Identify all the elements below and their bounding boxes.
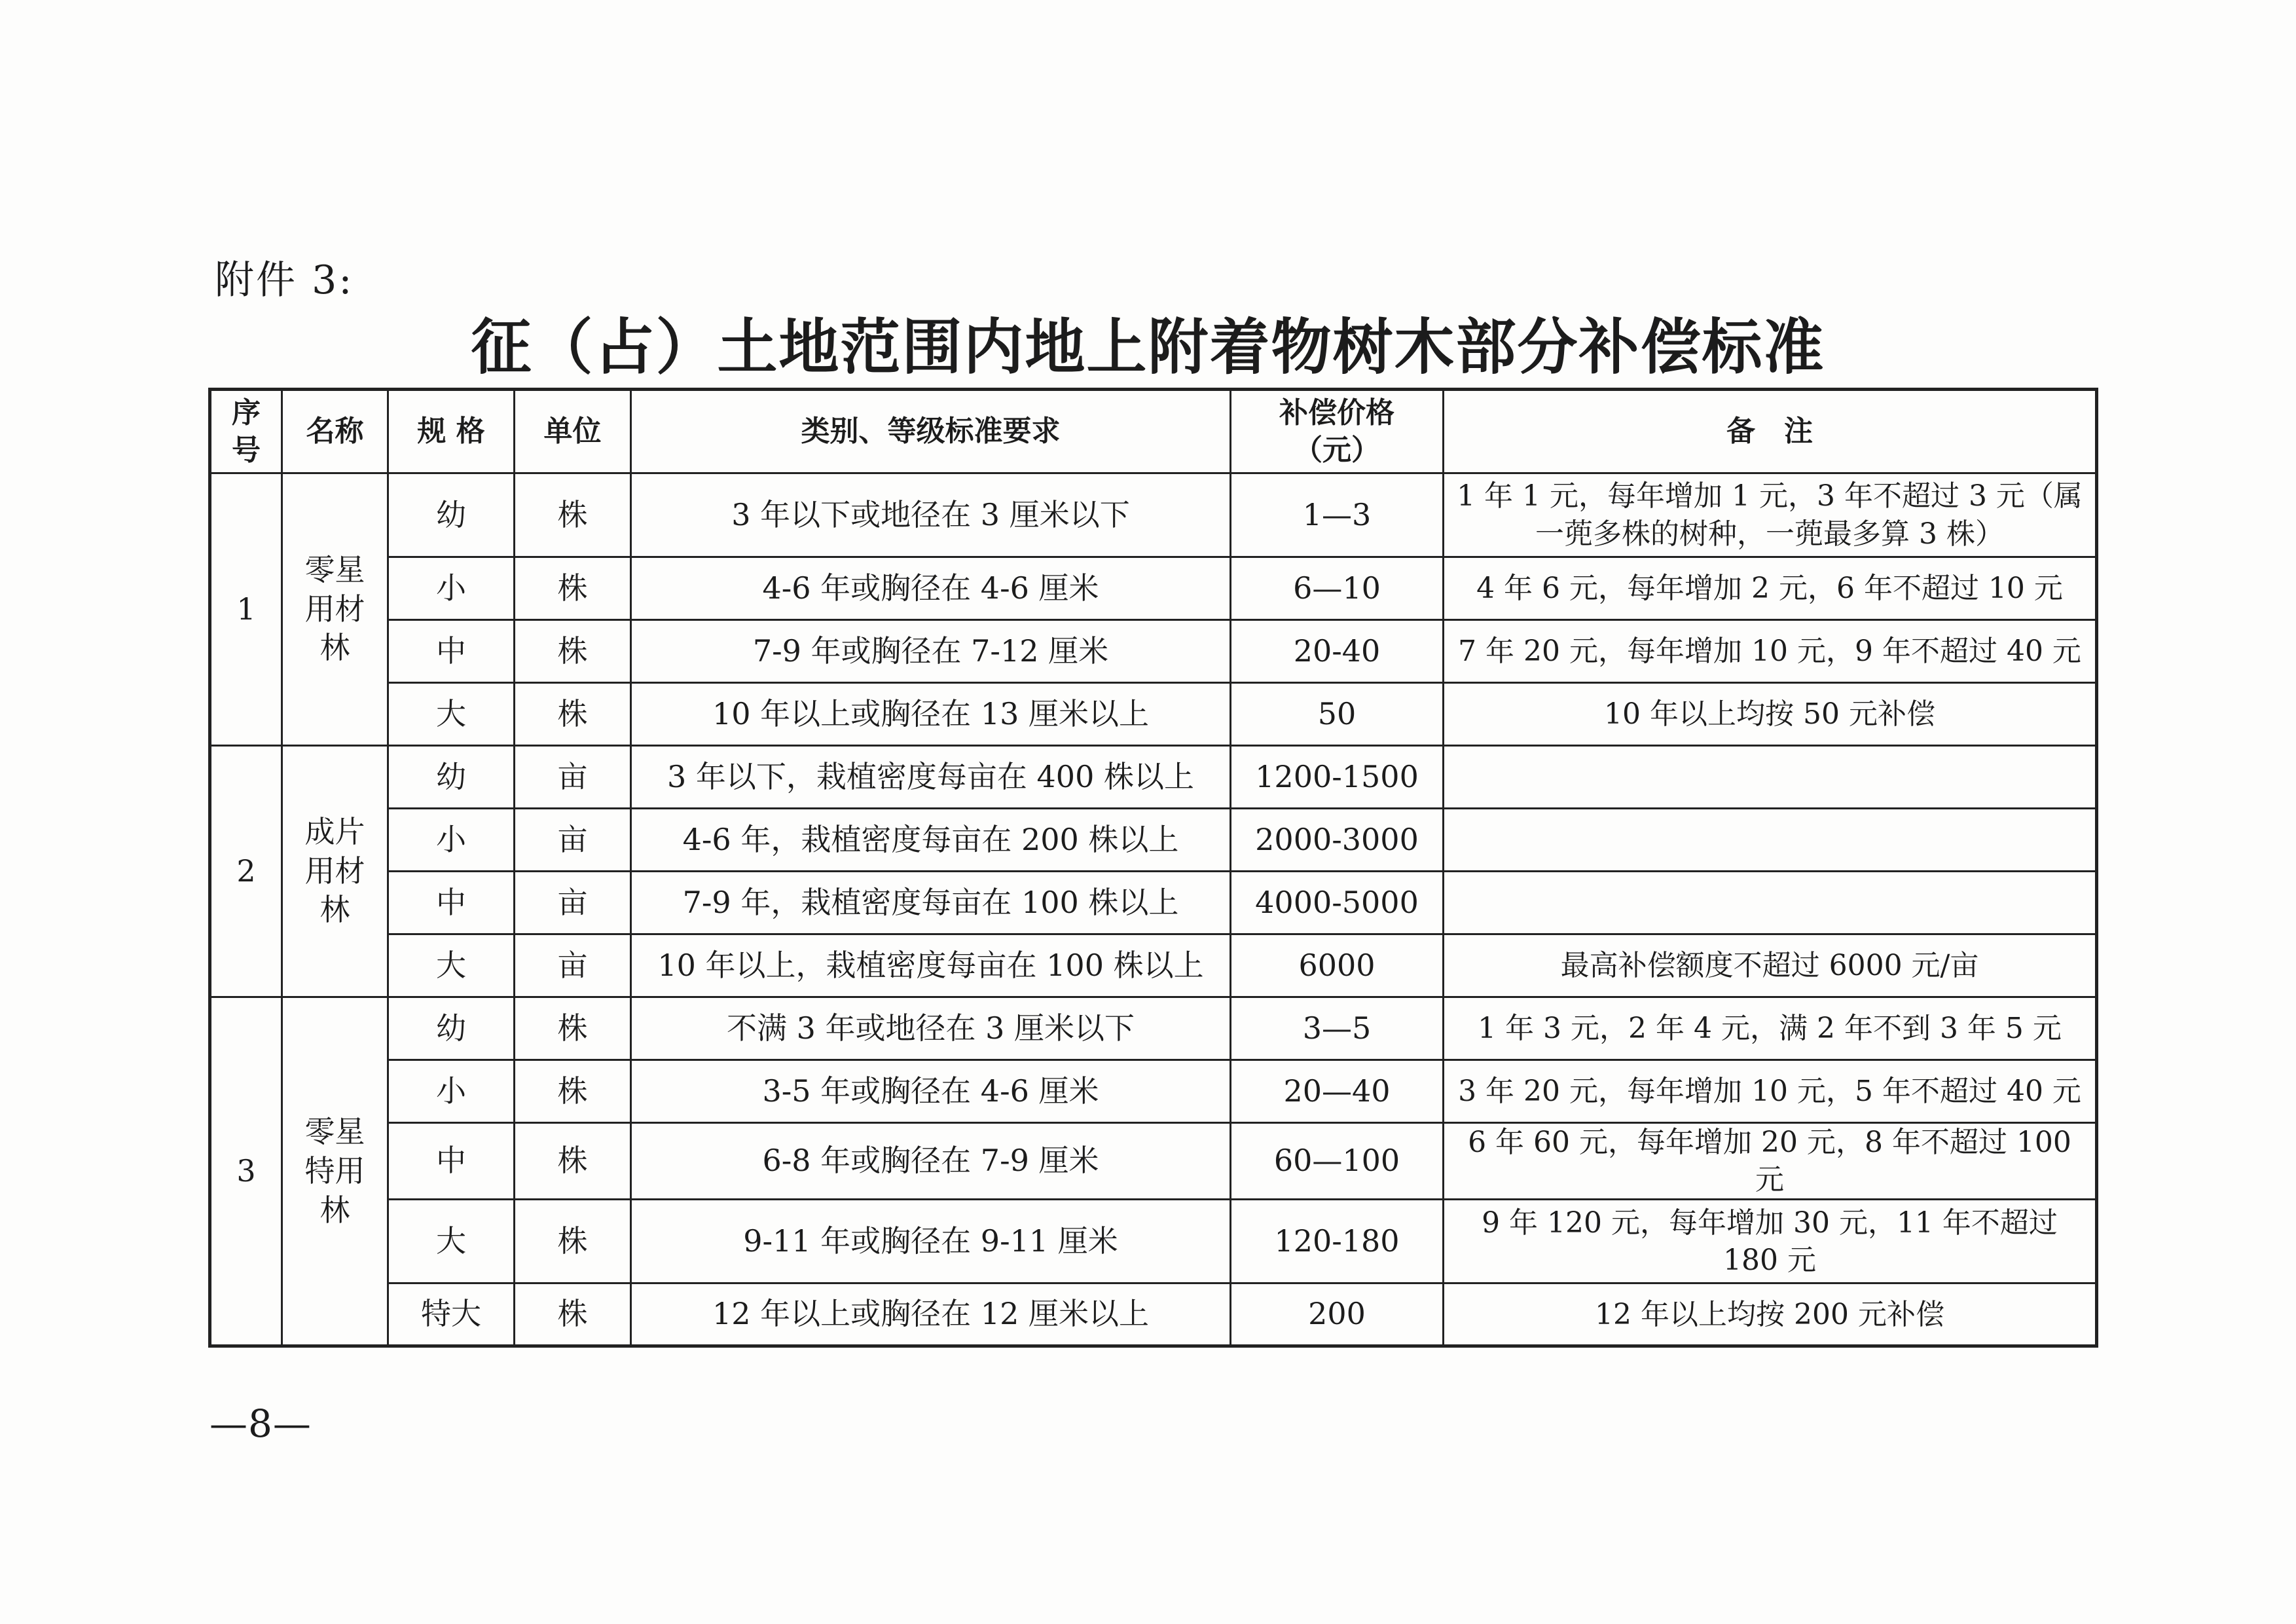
name-line: 用材 [304, 591, 365, 627]
cell-unit: 株 [515, 620, 631, 683]
cell-unit: 株 [515, 557, 631, 620]
name-line: 林 [319, 1192, 350, 1228]
name-line: 特用 [304, 1153, 365, 1189]
cell-price: 60—100 [1231, 1123, 1444, 1200]
header-requirement: 类别、等级标准要求 [631, 390, 1231, 473]
table-body [210, 473, 2097, 1346]
cell-unit: 亩 [515, 872, 631, 934]
name-line: 零星 [304, 1113, 365, 1149]
cell-spec: 小 [388, 1060, 515, 1123]
table-row [210, 1060, 2097, 1123]
cell-requirement: 4-6 年或胸径在 4-6 厘米 [631, 557, 1231, 620]
header-name: 名称 [282, 390, 388, 473]
cell-requirement: 12 年以上或胸径在 12 厘米以上 [631, 1283, 1231, 1346]
cell-note: 4 年 6 元，每年增加 2 元，6 年不超过 10 元 [1444, 557, 2097, 620]
cell-unit: 株 [515, 1283, 631, 1346]
cell-note: 1 年 3 元，2 年 4 元，满 2 年不到 3 年 5 元 [1444, 997, 2097, 1060]
cell-unit: 亩 [515, 746, 631, 809]
cell-requirement: 7-9 年或胸径在 7-12 厘米 [631, 620, 1231, 683]
cell-unit: 株 [515, 683, 631, 746]
cell-spec: 小 [388, 557, 515, 620]
cell-name [282, 997, 388, 1346]
cell-note [1444, 746, 2097, 809]
cell-price: 50 [1231, 683, 1444, 746]
cell-note: 6 年 60 元，每年增加 20 元，8 年不超过 100 元 [1444, 1123, 2097, 1200]
cell-unit: 株 [515, 473, 631, 557]
cell-requirement: 7-9 年，栽植密度每亩在 100 株以上 [631, 872, 1231, 934]
header-unit: 单位 [515, 390, 631, 473]
cell-price: 20-40 [1231, 620, 1444, 683]
page-number: —8— [210, 1401, 312, 1446]
cell-seq: 2 [210, 746, 282, 997]
name-line: 林 [319, 892, 350, 928]
cell-spec: 特大 [388, 1283, 515, 1346]
name-line: 用材 [304, 853, 365, 889]
cell-seq: 1 [210, 473, 282, 746]
cell-price: 120-180 [1231, 1200, 1444, 1283]
cell-price: 1200-1500 [1231, 746, 1444, 809]
cell-spec: 小 [388, 809, 515, 872]
cell-unit: 株 [515, 1060, 631, 1123]
cell-spec: 中 [388, 872, 515, 934]
document-title: 征（占）土地范围内地上附着物树木部分补偿标准 [471, 312, 1825, 382]
cell-requirement: 3 年以下或地径在 3 厘米以下 [631, 473, 1231, 557]
cell-note: 10 年以上均按 50 元补偿 [1444, 683, 2097, 746]
header-price: 补偿价格 （元） [1231, 390, 1444, 473]
cell-price: 2000-3000 [1231, 809, 1444, 872]
cell-requirement: 10 年以上，栽植密度每亩在 100 株以上 [631, 934, 1231, 997]
cell-unit: 亩 [515, 809, 631, 872]
cell-note: 7 年 20 元，每年增加 10 元，9 年不超过 40 元 [1444, 620, 2097, 683]
cell-note: 9 年 120 元，每年增加 30 元，11 年不超过 180 元 [1444, 1200, 2097, 1283]
header-seq: 序 号 [210, 390, 282, 473]
cell-spec: 中 [388, 1123, 515, 1200]
table-row [210, 473, 2097, 557]
compensation-table [208, 388, 2098, 1348]
table-row [210, 809, 2097, 872]
table-row [210, 683, 2097, 746]
cell-unit: 株 [515, 997, 631, 1060]
cell-price: 3—5 [1231, 997, 1444, 1060]
table-header-row [210, 390, 2097, 473]
table-row [210, 557, 2097, 620]
table-row [210, 620, 2097, 683]
cell-spec: 幼 [388, 997, 515, 1060]
cell-spec: 大 [388, 683, 515, 746]
table-row [210, 1200, 2097, 1283]
cell-spec: 大 [388, 934, 515, 997]
cell-name [282, 746, 388, 997]
cell-requirement: 不满 3 年或地径在 3 厘米以下 [631, 997, 1231, 1060]
table-row [210, 934, 2097, 997]
cell-note: 12 年以上均按 200 元补偿 [1444, 1283, 2097, 1346]
cell-requirement: 3 年以下，栽植密度每亩在 400 株以上 [631, 746, 1231, 809]
table-row [210, 1123, 2097, 1200]
cell-spec: 幼 [388, 473, 515, 557]
name-line: 林 [319, 630, 350, 666]
cell-price: 6—10 [1231, 557, 1444, 620]
cell-note [1444, 809, 2097, 872]
name-line: 成片 [304, 813, 365, 849]
cell-price: 200 [1231, 1283, 1444, 1346]
header-spec: 规 格 [388, 390, 515, 473]
cell-requirement: 6-8 年或胸径在 7-9 厘米 [631, 1123, 1231, 1200]
cell-note: 最高补偿额度不超过 6000 元/亩 [1444, 934, 2097, 997]
attachment-label: 附件 3: [215, 257, 354, 303]
table-row [210, 746, 2097, 809]
cell-seq: 3 [210, 997, 282, 1346]
table-row [210, 997, 2097, 1060]
cell-note: 1 年 1 元，每年增加 1 元，3 年不超过 3 元（属一蔸多株的树种，一蔸最多算 3 株） [1444, 473, 2097, 557]
cell-note: 3 年 20 元，每年增加 10 元，5 年不超过 40 元 [1444, 1060, 2097, 1123]
cell-price: 6000 [1231, 934, 1444, 997]
cell-price: 1—3 [1231, 473, 1444, 557]
cell-requirement: 10 年以上或胸径在 13 厘米以上 [631, 683, 1231, 746]
cell-name [282, 473, 388, 746]
cell-spec: 幼 [388, 746, 515, 809]
header-note: 备 注 [1444, 390, 2097, 473]
cell-unit: 株 [515, 1123, 631, 1200]
cell-spec: 中 [388, 620, 515, 683]
cell-requirement: 3-5 年或胸径在 4-6 厘米 [631, 1060, 1231, 1123]
cell-requirement: 9-11 年或胸径在 9-11 厘米 [631, 1200, 1231, 1283]
cell-price: 20—40 [1231, 1060, 1444, 1123]
cell-unit: 亩 [515, 934, 631, 997]
table-row [210, 1283, 2097, 1346]
cell-unit: 株 [515, 1200, 631, 1283]
cell-price: 4000-5000 [1231, 872, 1444, 934]
cell-spec: 大 [388, 1200, 515, 1283]
cell-requirement: 4-6 年，栽植密度每亩在 200 株以上 [631, 809, 1231, 872]
cell-note [1444, 872, 2097, 934]
name-line: 零星 [304, 551, 365, 587]
table-row [210, 872, 2097, 934]
